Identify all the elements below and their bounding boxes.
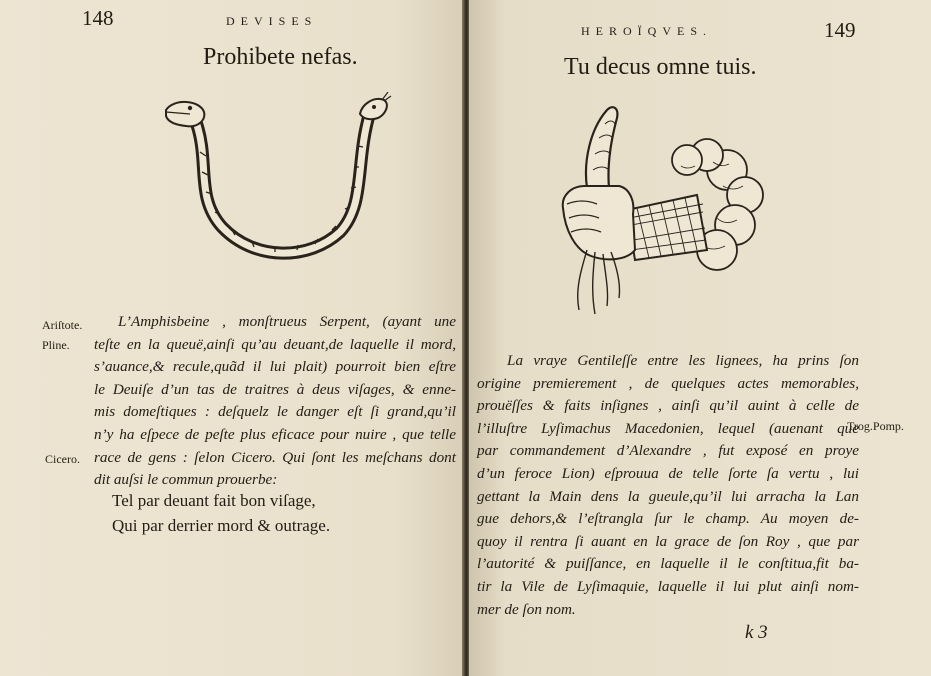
text-line: tir la Vile de Lyſimaquie, laquelle il lui plut ainſi nom-: [477, 577, 859, 595]
text-line: mis domeſtiques : deſquelz le danger eſt ſi grand,qu’il: [94, 403, 456, 421]
proverb: [112, 488, 330, 538]
text-line: l’autorité & puiſſance, en laquelle il le conſtitua,fit ba-: [477, 555, 859, 573]
amphisbaena-illustration: [160, 92, 395, 262]
text-line: prouëſſes & faits inſignes , ainſi qu’il auint à celle de: [477, 397, 859, 415]
text-line: L’Amphisbeine , monſtrueus Serpent, (ayant une: [118, 313, 456, 330]
text-line: origine premierement , de quelques actes memorables,: [477, 374, 859, 392]
text-line: n’y ha eſpece de peſte plus eficace pour nuire , que telle: [94, 425, 456, 443]
text-line: s’auance,& recule,quãd il lui plait) pourroit bien eſtre: [94, 358, 456, 376]
margin-note-trog-pomp: Trog.Pomp.: [847, 419, 904, 433]
text-line: quoy il rentra ſi auant en la grace de ſon Roy , que par: [477, 532, 859, 550]
text-line: l’illuſtre Lyſimachus Macedonien, lequel (auenant que: [477, 419, 859, 437]
margin-note-aristote: Ariſtote.: [42, 318, 83, 332]
right-page: [469, 0, 931, 676]
text-line: le Deuiſe d’un tas de traitres à deus viſages, & enne-: [94, 380, 456, 398]
text-line: race de gens : ſelon Cicero. Qui ſont les meſchans dont: [94, 448, 456, 466]
text-line: par commandement d’Alexandre , fut exposé en proye: [477, 442, 859, 460]
proverb-line: Tel par deuant fait bon viſage,: [112, 491, 316, 510]
text-line: dit auſsi le commun prouerbe:: [94, 471, 278, 489]
motto-right: Tu decus omne tuis.: [564, 54, 757, 80]
hand-horn-illustration: [557, 100, 767, 320]
page-number-right: 149: [824, 18, 856, 42]
margin-note-pline: Pline.: [42, 338, 70, 352]
left-page: [0, 0, 463, 676]
running-head-left: DEVISES: [226, 14, 318, 28]
proverb-line: Qui par derrier mord & outrage.: [112, 516, 331, 535]
text-line: gue dehors,& l’eſtrangla ſur le champ. Au moyen de-: [477, 510, 859, 528]
text-line: gettant la Main dens la gueule,qu’il lui arracha la Lan: [477, 487, 859, 505]
right-body-text: [477, 350, 859, 621]
text-line: d’un feroce Lion) eſprouua de telle ſorte ſa vertu , lui: [477, 464, 859, 482]
margin-note-cicero: Cicero.: [45, 452, 80, 466]
motto-left: Prohibete nefas.: [203, 44, 358, 70]
running-head-right: HEROÏQVES.: [581, 24, 712, 38]
left-body-text: [94, 311, 456, 492]
text-line: mer de ſon nom.: [477, 600, 576, 618]
text-line: teſte en la queuë,ainſi qu’au deuant,de laquelle il mord,: [94, 335, 456, 353]
signature-mark: k 3: [745, 622, 768, 643]
page-number-left: 148: [82, 6, 114, 30]
text-line: La vraye Gentileſſe entre les lignees, ha prins ſon: [507, 352, 859, 369]
